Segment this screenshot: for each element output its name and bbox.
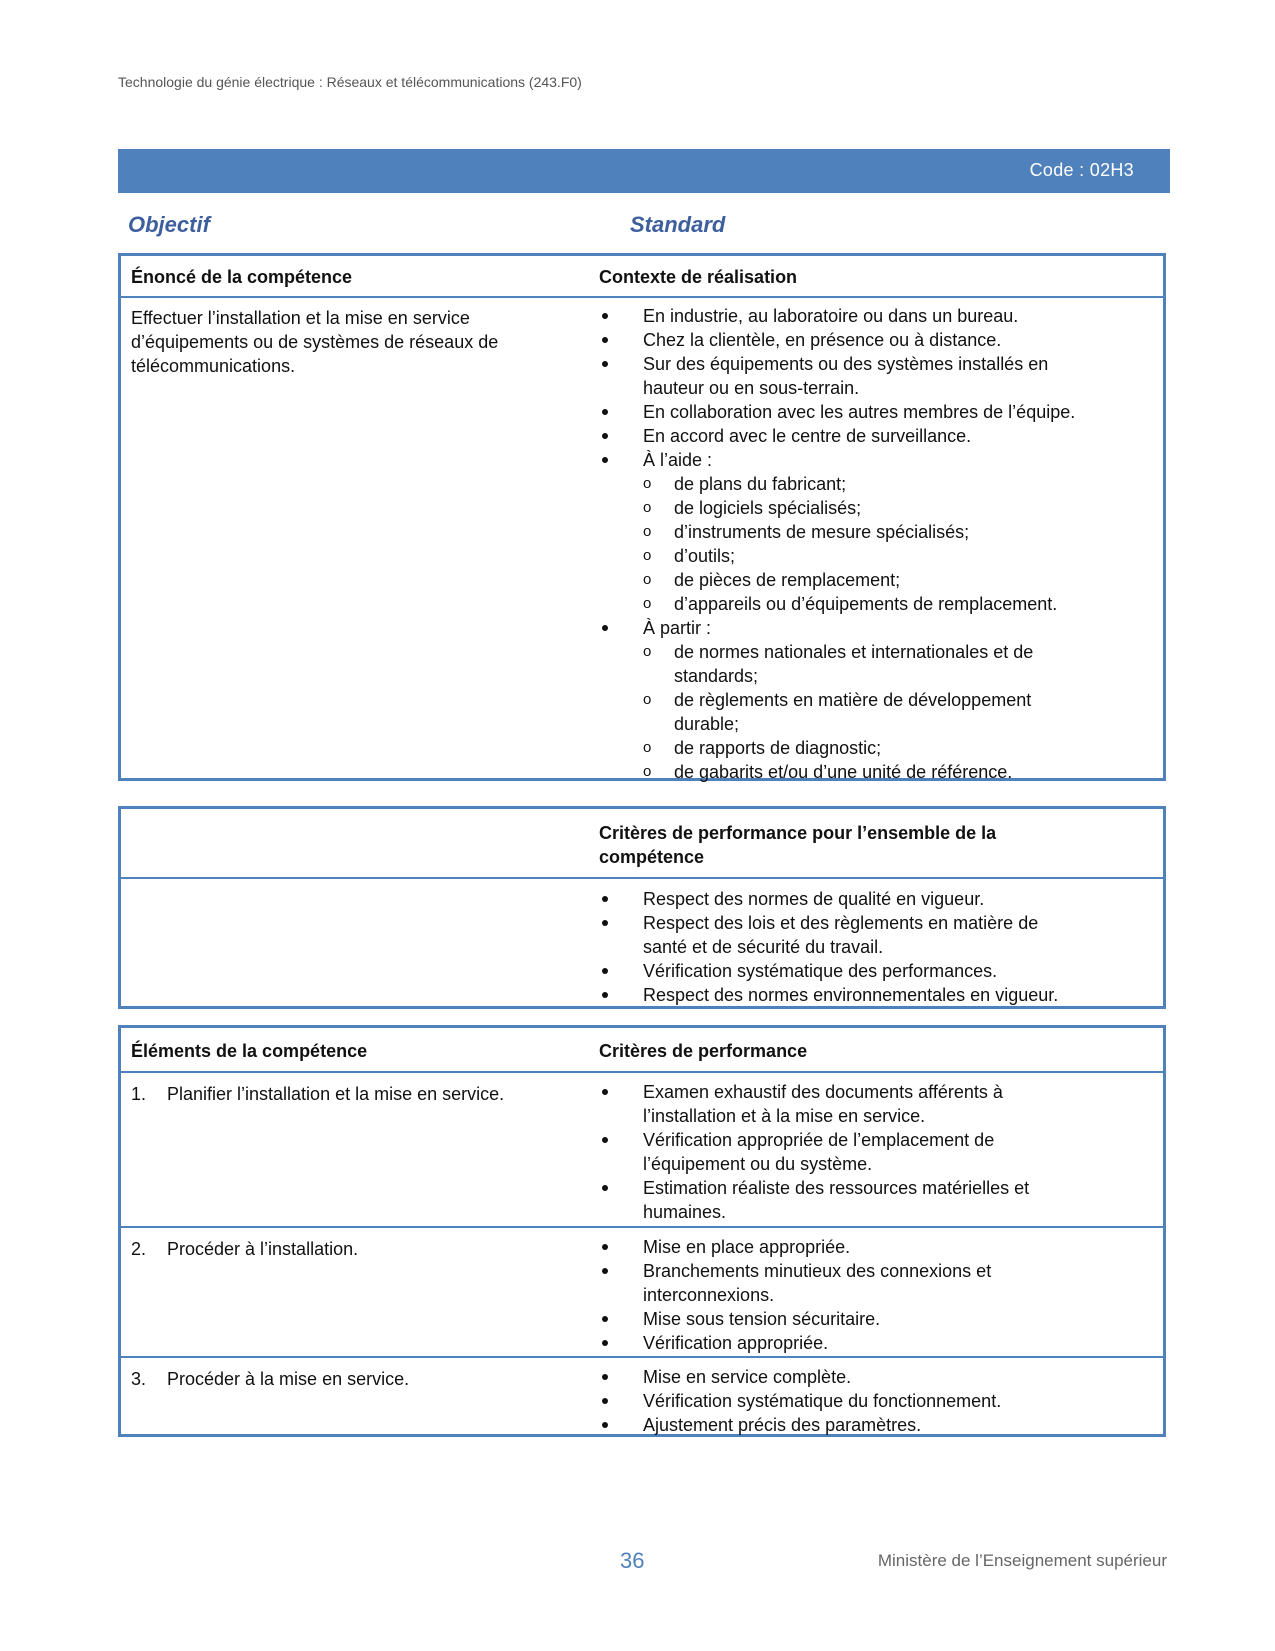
context-item: Chez la clientèle, en présence ou à distance. <box>599 328 1139 352</box>
criterion: Examen exhaustif des documents afférents à l’installation et à la mise en service. <box>599 1080 1139 1128</box>
criterion: Estimation réaliste des ressources matérielles et humaines. <box>599 1176 1139 1224</box>
elements-header-row <box>121 1028 1163 1071</box>
using-item: o de plans du fabricant; <box>643 472 1139 496</box>
using-item: o de pièces de remplacement; <box>643 568 1139 592</box>
standard-heading: Standard <box>630 212 726 237</box>
criterion: Vérification appropriée. <box>599 1331 1139 1355</box>
elements-box <box>118 1025 1166 1437</box>
statement-line: d’équipements ou de systèmes de réseaux de <box>131 332 499 352</box>
context-item: Sur des équipements ou des systèmes installés en hauteur ou en sous-terrain. <box>599 352 1139 400</box>
competence-box <box>118 253 1166 781</box>
running-header: Technologie du génie électrique : Réseaux et télécommunications (243.F0) <box>118 74 582 90</box>
competence-body-row <box>121 296 1163 782</box>
context-item: En accord avec le centre de surveillance. <box>599 424 1139 448</box>
element-number: 1. <box>131 1084 147 1104</box>
from-item: o de règlements en matière de développement durable; <box>643 688 1139 736</box>
elements-heading: Éléments de la compétence <box>131 1041 368 1061</box>
element-criteria <box>599 1365 1139 1437</box>
overall-criteria-box <box>118 806 1166 1009</box>
overall-criteria-header-row <box>121 809 1163 877</box>
context-item-using: À l’aide : o de plans du fabricant; o de logiciels spécialisés; o d’instruments de mesure spécialisés; o d’outils; o de pièces de remplacement; o d’appareils ou d’équipements de remplacement. <box>599 448 1139 616</box>
statement-heading: Énoncé de la compétence <box>131 267 353 287</box>
criteria-heading: Critères de performance <box>599 1041 808 1061</box>
overall-criterion: Respect des lois et des règlements en matière de santé et de sécurité du travail. <box>599 911 1139 959</box>
element-text: Procéder à la mise en service. <box>167 1369 410 1389</box>
overall-criterion: Respect des normes de qualité en vigueur. <box>599 887 1139 911</box>
element-criteria <box>599 1080 1139 1224</box>
using-item: o d’instruments de mesure spécialisés; <box>643 520 1139 544</box>
overall-criterion: Vérification systématique des performances. <box>599 959 1139 983</box>
criterion: Mise en service complète. <box>599 1365 1139 1389</box>
element-row <box>121 1071 1163 1226</box>
element-text: Planifier l’installation et la mise en service. <box>167 1084 505 1104</box>
context-item-from: À partir : o de normes nationales et internationales et de standards; o de règlements en matière de développement durable; o de rapports de diagnostic; o de gabarits et/ou d’une unité de référence. <box>599 616 1139 784</box>
ministry-footer: Ministère de l’Enseignement supérieur <box>877 1551 1167 1570</box>
page-number: 36 <box>620 1548 645 1573</box>
overall-criteria-list <box>599 887 1139 1007</box>
criterion: Branchements minutieux des connexions et interconnexions. <box>599 1259 1139 1307</box>
from-item: o de rapports de diagnostic; <box>643 736 1139 760</box>
criterion: Vérification systématique du fonctionnement. <box>599 1389 1139 1413</box>
using-item: o d’outils; <box>643 544 1139 568</box>
element-label <box>131 1237 586 1261</box>
overall-criterion: Respect des normes environnementales en vigueur. <box>599 983 1139 1007</box>
element-text: Procéder à l’installation. <box>167 1239 359 1259</box>
statement-line: télécommunications. <box>131 356 296 376</box>
context-list <box>599 304 1139 784</box>
using-item: o de logiciels spécialisés; <box>643 496 1139 520</box>
element-number: 3. <box>131 1369 147 1389</box>
from-item: o de normes nationales et internationales et de standards; <box>643 640 1139 688</box>
element-label <box>131 1082 586 1106</box>
criterion: Ajustement précis des paramètres. <box>599 1413 1139 1437</box>
context-heading: Contexte de réalisation <box>599 267 798 287</box>
overall-criteria-heading: Critères de performance pour l’ensemble de la compétence <box>599 823 997 867</box>
context-item: En industrie, au laboratoire ou dans un bureau. <box>599 304 1139 328</box>
context-item: En collaboration avec les autres membres de l’équipe. <box>599 400 1139 424</box>
element-criteria <box>599 1235 1139 1355</box>
statement-text <box>131 306 586 378</box>
code-bar <box>118 149 1170 193</box>
criterion: Mise en place appropriée. <box>599 1235 1139 1259</box>
element-label <box>131 1367 586 1391</box>
criterion: Mise sous tension sécuritaire. <box>599 1307 1139 1331</box>
element-number: 2. <box>131 1239 147 1259</box>
element-row <box>121 1356 1163 1438</box>
objective-heading: Objectif <box>128 212 210 237</box>
statement-line: Effectuer l’installation et la mise en service <box>131 308 470 328</box>
criterion: Vérification appropriée de l’emplacement de l’équipement ou du système. <box>599 1128 1139 1176</box>
element-row <box>121 1226 1163 1356</box>
competence-header-row <box>121 256 1163 296</box>
competency-code: Code : 02H3 <box>1029 160 1134 180</box>
overall-criteria-body-row <box>121 877 1163 1009</box>
using-item: o d’appareils ou d’équipements de remplacement. <box>643 592 1139 616</box>
from-item: o de gabarits et/ou d’une unité de référence. <box>643 760 1139 784</box>
